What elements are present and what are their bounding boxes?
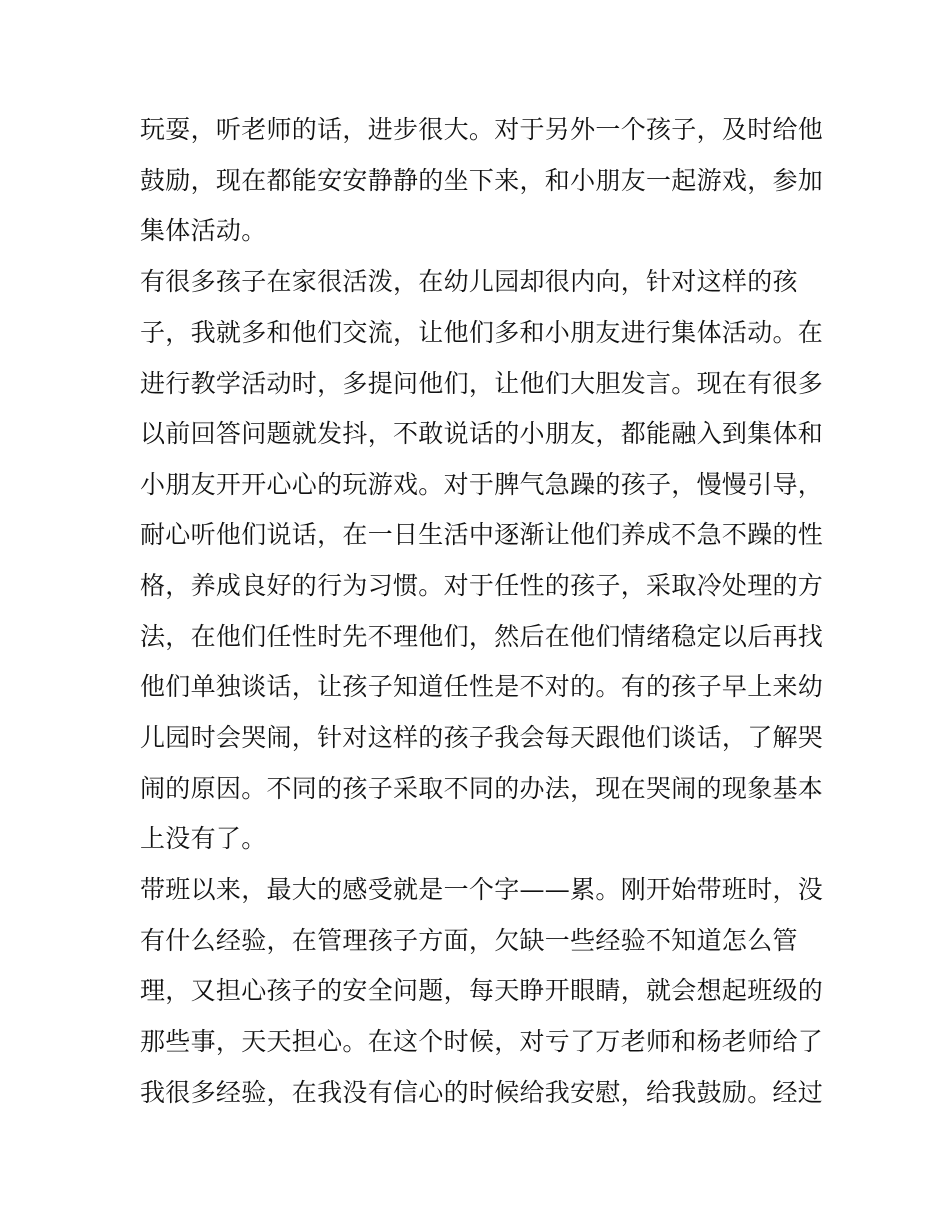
text-line: 格，养成良好的行为习惯。对于任性的孩子，采取冷处理的方 [140, 571, 824, 600]
text-line: 有很多孩子在家很活泼，在幼儿园却很内向，针对这样的孩 [140, 267, 798, 296]
text-line: 集体活动。 [140, 216, 267, 245]
text-line: 理，又担心孩子的安全问题，每天睁开眼睛，就会想起班级的 [140, 976, 824, 1005]
text-line: 进行教学活动时，多提问他们，让他们大胆发言。现在有很多 [140, 369, 824, 398]
text-line: 儿园时会哭闹，针对这样的孩子我会每天跟他们谈话，了解哭 [140, 723, 824, 752]
text-line: 小朋友开开心心的玩游戏。对于脾气急躁的孩子，慢慢引导， [140, 470, 824, 499]
text-line: 以前回答问题就发抖，不敢说话的小朋友，都能融入到集体和 [140, 419, 824, 448]
text-line: 子，我就多和他们交流，让他们多和小朋友进行集体活动。在 [140, 318, 824, 347]
text-line: 耐心听他们说话，在一日生活中逐渐让他们养成不急不躁的性 [140, 520, 824, 549]
text-line: 鼓励，现在都能安安静静的坐下来，和小朋友一起游戏，参加 [140, 166, 824, 195]
text-line: 带班以来，最大的感受就是一个字——累。刚开始带班时，没 [140, 875, 824, 904]
text-line: 我很多经验，在我没有信心的时候给我安慰，给我鼓励。经过 [140, 1078, 824, 1107]
text-line: 有什么经验，在管理孩子方面，欠缺一些经验不知道怎么管 [140, 926, 798, 955]
text-line: 上没有了。 [140, 824, 267, 853]
text-line: 那些事，天天担心。在这个时候，对亏了万老师和杨老师给了 [140, 1027, 824, 1056]
text-line: 法，在他们任性时先不理他们，然后在他们情绪稳定以后再找 [140, 622, 824, 651]
text-line: 玩耍，听老师的话，进步很大。对于另外一个孩子，及时给他 [140, 115, 824, 144]
text-line: 闹的原因。不同的孩子采取不同的办法，现在哭闹的现象基本 [140, 774, 824, 803]
text-line: 他们单独谈话，让孩子知道任性是不对的。有的孩子早上来幼 [140, 672, 824, 701]
